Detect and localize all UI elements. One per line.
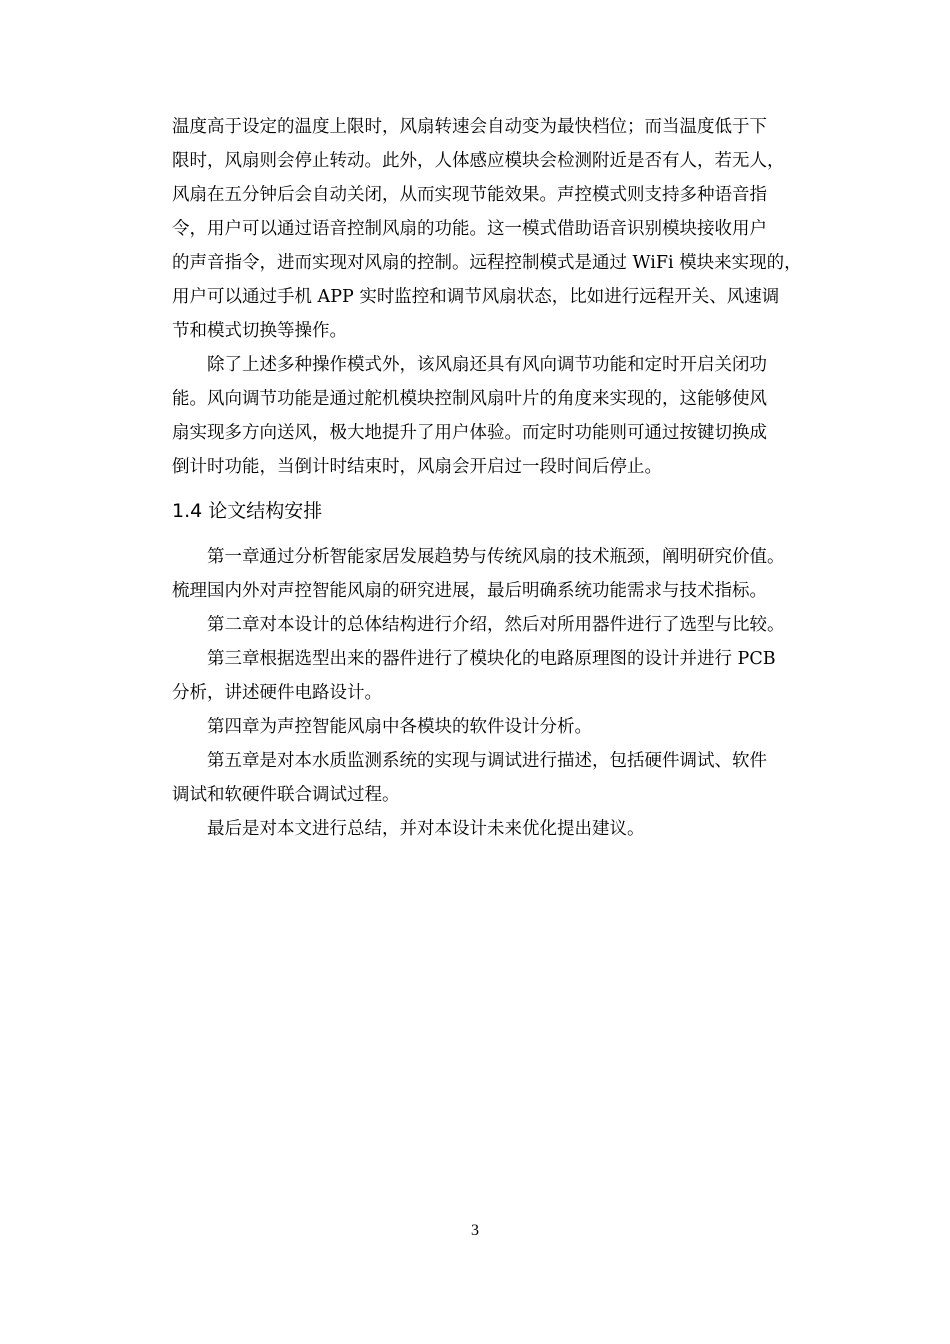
- paragraph: [172, 710, 844, 744]
- paragraph: [172, 608, 844, 642]
- text-line: 调试和软硬件联合调试过程。: [172, 785, 400, 805]
- text-line: 除了上述多种操作模式外，该风扇还具有风向调节功能和定时开启关闭功: [172, 355, 767, 375]
- page-number: 3: [471, 1222, 479, 1239]
- text-line: 第四章为声控智能风扇中各模块的软件设计分析。: [172, 717, 592, 737]
- text-line: 第二章对本设计的总体结构进行介绍，然后对所用器件进行了选型与比较。: [172, 615, 785, 635]
- text-line: 能。风向调节功能是通过舵机模块控制风扇叶片的角度来实现的，这能够使风: [172, 389, 767, 409]
- paragraph: [172, 110, 844, 348]
- text-line: 第一章通过分析智能家居发展趋势与传统风扇的技术瓶颈，阐明研究价值。: [172, 547, 785, 567]
- text-line: 用户可以通过手机 APP 实时监控和调节风扇状态，比如进行远程开关、风速调: [172, 287, 780, 307]
- section-heading: 1.4 论文结构安排: [172, 500, 323, 522]
- text-line: 倒计时功能，当倒计时结束时，风扇会开启过一段时间后停止。: [172, 457, 662, 477]
- text-line: 温度高于设定的温度上限时，风扇转速会自动变为最快档位；而当温度低于下: [172, 117, 767, 137]
- paragraph: [172, 642, 844, 710]
- text-line: 的声音指令，进而实现对风扇的控制。远程控制模式是通过 WiFi 模块来实现的，: [172, 253, 802, 273]
- text-line: 限时，风扇则会停止转动。此外，人体感应模块会检测附近是否有人，若无人，: [172, 151, 785, 171]
- text-line: 分析，讲述硬件电路设计。: [172, 683, 382, 703]
- page-body: [172, 110, 844, 846]
- text-line: 最后是对本文进行总结，并对本设计未来优化提出建议。: [172, 819, 645, 839]
- text-line: 节和模式切换等操作。: [172, 321, 347, 341]
- text-line: 第三章根据选型出来的器件进行了模块化的电路原理图的设计并进行 PCB: [172, 649, 776, 669]
- text-line: 风扇在五分钟后会自动关闭，从而实现节能效果。声控模式则支持多种语音指: [172, 185, 767, 205]
- paragraph: [172, 744, 844, 812]
- paragraph: [172, 540, 844, 608]
- text-line: 梳理国内外对声控智能风扇的研究进展，最后明确系统功能需求与技术指标。: [172, 581, 767, 601]
- text-line: 第五章是对本水质监测系统的实现与调试进行描述，包括硬件调试、软件: [172, 751, 767, 771]
- text-line: 扇实现多方向送风，极大地提升了用户体验。而定时功能则可通过按键切换成: [172, 423, 767, 443]
- paragraph: [172, 348, 844, 484]
- text-line: 令，用户可以通过语音控制风扇的功能。这一模式借助语音识别模块接收用户: [172, 219, 767, 239]
- paragraph: [172, 812, 844, 846]
